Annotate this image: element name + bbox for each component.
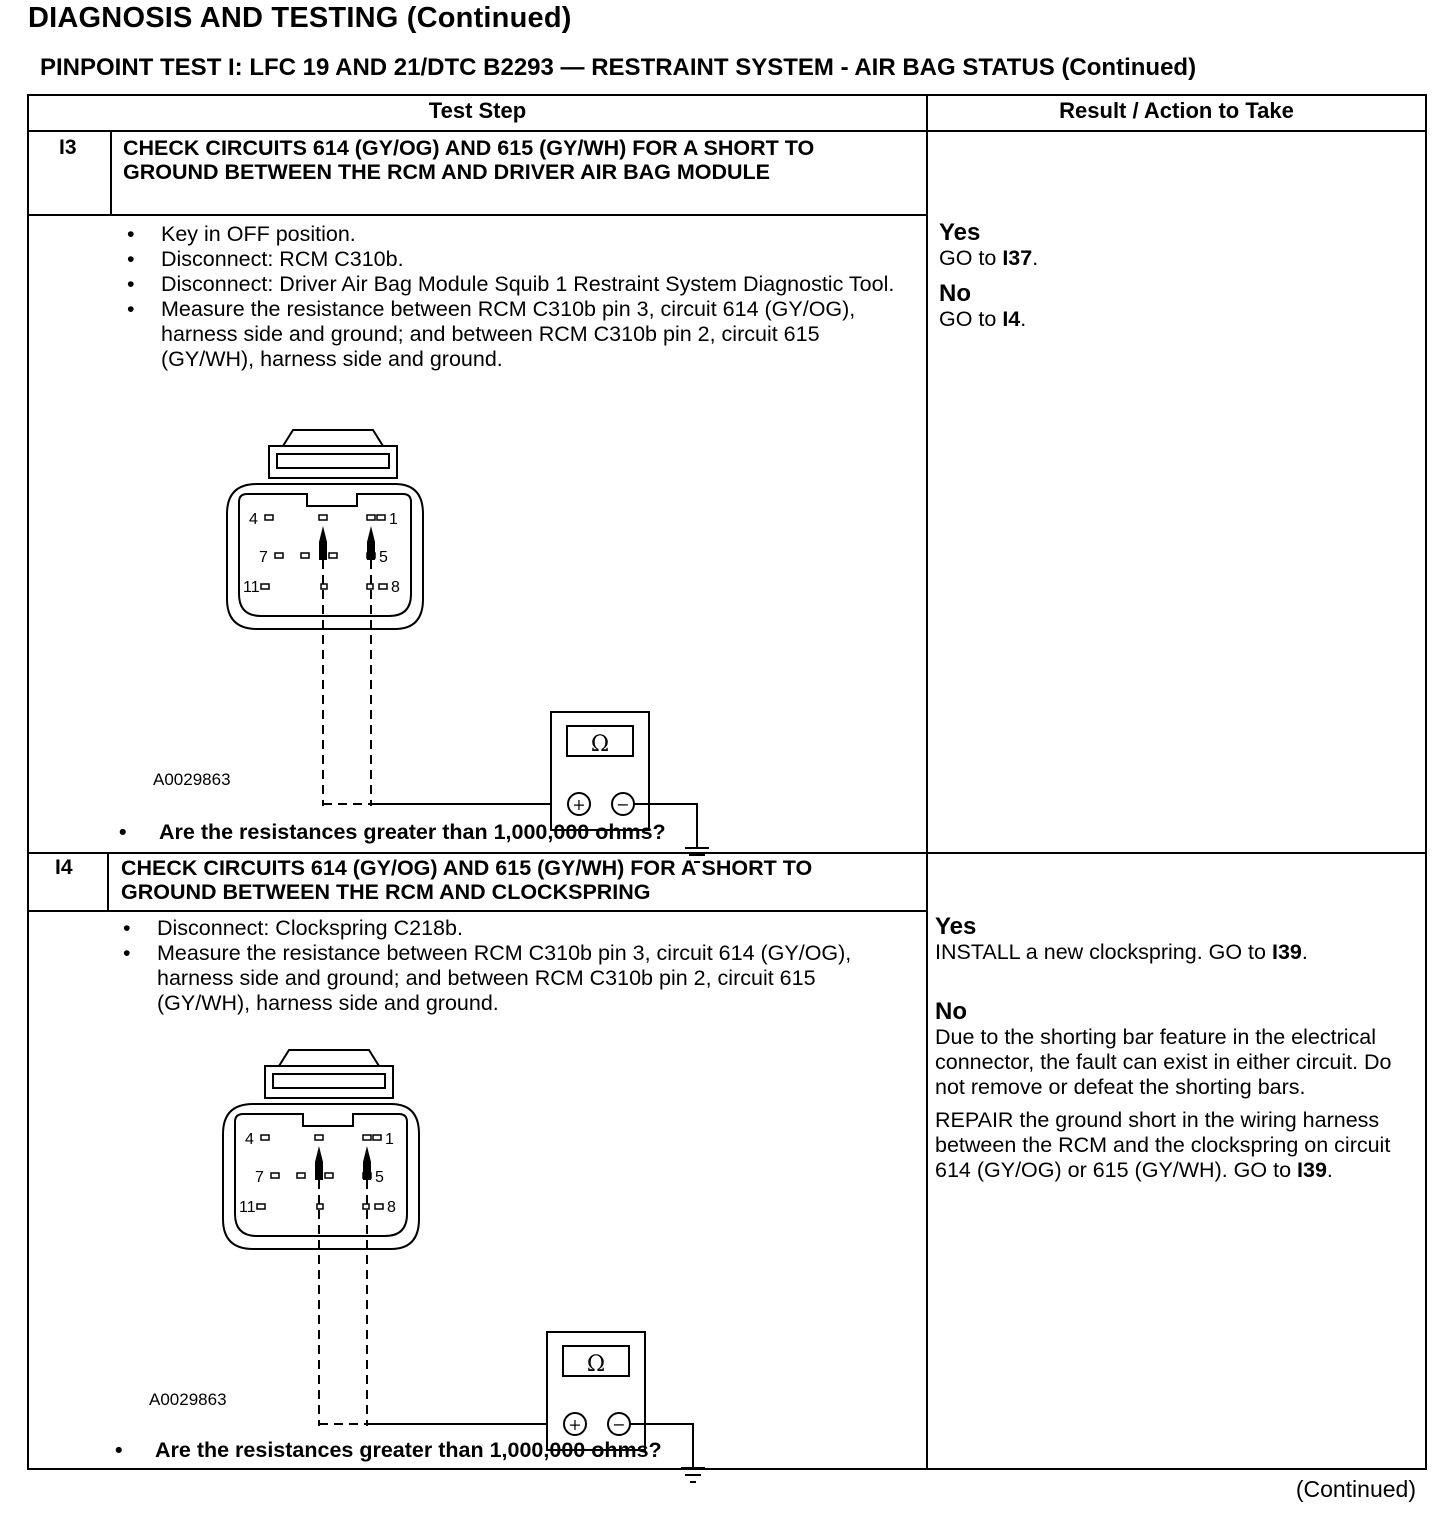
ohm-symbol: Ω (586, 1352, 606, 1377)
step-title-i4: CHECK CIRCUITS 614 (GY/OG) AND 615 (GY/WH) FOR A SHORT TO GROUND BETWEEN THE RCM AND CLOCKSPRING (121, 856, 813, 904)
result-yes-text: INSTALL a new clockspring. GO to I39. (935, 940, 1308, 964)
pin-label: 11 (239, 1199, 256, 1216)
result-no-label: No (935, 998, 967, 1025)
pinpoint-test-table (27, 94, 1427, 1470)
instruction-item: • Disconnect: Driver Air Bag Module Squib 1 Restraint System Diagnostic Tool. (123, 272, 903, 297)
figure-id-i4: A0029863 (149, 1390, 227, 1409)
step-instructions-i3 (123, 222, 903, 372)
result-no-label: No (939, 280, 971, 307)
step-question-i3: • Are the resistances greater than 1,000,000 ohms? (119, 820, 666, 845)
step-reference[interactable]: I39 (1271, 940, 1302, 964)
meter-plus-terminal: + (572, 795, 586, 814)
step-title-i3: CHECK CIRCUITS 614 (GY/OG) AND 615 (GY/WH) FOR A SHORT TO GROUND BETWEEN THE RCM AND DRIVER AIR BAG MODULE (123, 136, 815, 184)
result-yes-label: Yes (939, 219, 981, 246)
step-question-i4: • Are the resistances greater than 1,000,000 ohms? (115, 1438, 662, 1463)
pin-label: 7 (259, 549, 268, 566)
pin-label: 5 (379, 549, 388, 566)
column-header-result: Result / Action to Take (1059, 98, 1294, 123)
figure-id-i3: A0029863 (153, 770, 231, 789)
result-no-repair-text: REPAIR the ground short in the wiring harness between the RCM and the clockspring on circuit 614 (GY/OG) or 615 (GY/WH). GO to I39. (935, 1108, 1391, 1182)
column-header-test-step: Test Step (428, 98, 527, 123)
pin-label: 1 (389, 511, 398, 528)
instruction-item: • Measure the resistance between RCM C310b pin 3, circuit 614 (GY/OG), harness side and ground; and between RCM C310b pin 2, circuit 615 (GY/WH), harness side and ground. (119, 941, 899, 1016)
result-no-text: GO to I4. (939, 307, 1027, 331)
result-yes-label: Yes (935, 913, 977, 940)
connector-diagram-i4 (213, 1044, 683, 1434)
pin-label: 5 (375, 1169, 384, 1186)
step-number-i4: I4 (55, 856, 73, 879)
step-instructions-i4 (119, 916, 899, 1016)
pin-label: 1 (385, 1131, 394, 1148)
instruction-item: • Disconnect: RCM C310b. (123, 247, 903, 272)
meter-plus-terminal: + (568, 1415, 582, 1434)
pin-label: 7 (255, 1169, 264, 1186)
continued-note: (Continued) (1295, 1476, 1416, 1502)
pin-label: 4 (245, 1131, 254, 1148)
pin-label: 4 (249, 511, 258, 528)
step-number-i3: I3 (59, 136, 77, 159)
result-i3 (939, 220, 1409, 332)
meter-minus-terminal: − (616, 795, 630, 814)
page-title: DIAGNOSIS AND TESTING (Continued) (28, 2, 572, 34)
pin-label: 8 (387, 1199, 396, 1216)
instruction-item: • Measure the resistance between RCM C310b pin 3, circuit 614 (GY/OG), harness side and ground; and between RCM C310b pin 2, circuit 615 (GY/WH), harness side and ground. (123, 297, 903, 372)
meter-minus-terminal: − (612, 1415, 626, 1434)
result-i4 (935, 914, 1415, 1183)
step-reference[interactable]: I37 (1002, 246, 1033, 270)
pin-label: 8 (391, 579, 400, 596)
pin-label: 11 (243, 579, 260, 596)
instruction-item: • Key in OFF position. (123, 222, 903, 247)
step-reference[interactable]: I4 (1002, 307, 1021, 331)
result-yes-text: GO to I37. (939, 246, 1039, 270)
pinpoint-test-title: PINPOINT TEST I: LFC 19 AND 21/DTC B2293 — RESTRAINT SYSTEM - AIR BAG STATUS (Continued) (40, 54, 1197, 81)
instruction-item: • Disconnect: Clockspring C218b. (119, 916, 899, 941)
connector-diagram-i3 (217, 424, 687, 814)
step-reference[interactable]: I39 (1297, 1158, 1327, 1182)
result-no-text: Due to the shorting bar feature in the electrical connector, the fault can exist in either circuit. Do not remove or defeat the shorting bars. (935, 1025, 1392, 1099)
ohm-symbol: Ω (590, 732, 610, 757)
